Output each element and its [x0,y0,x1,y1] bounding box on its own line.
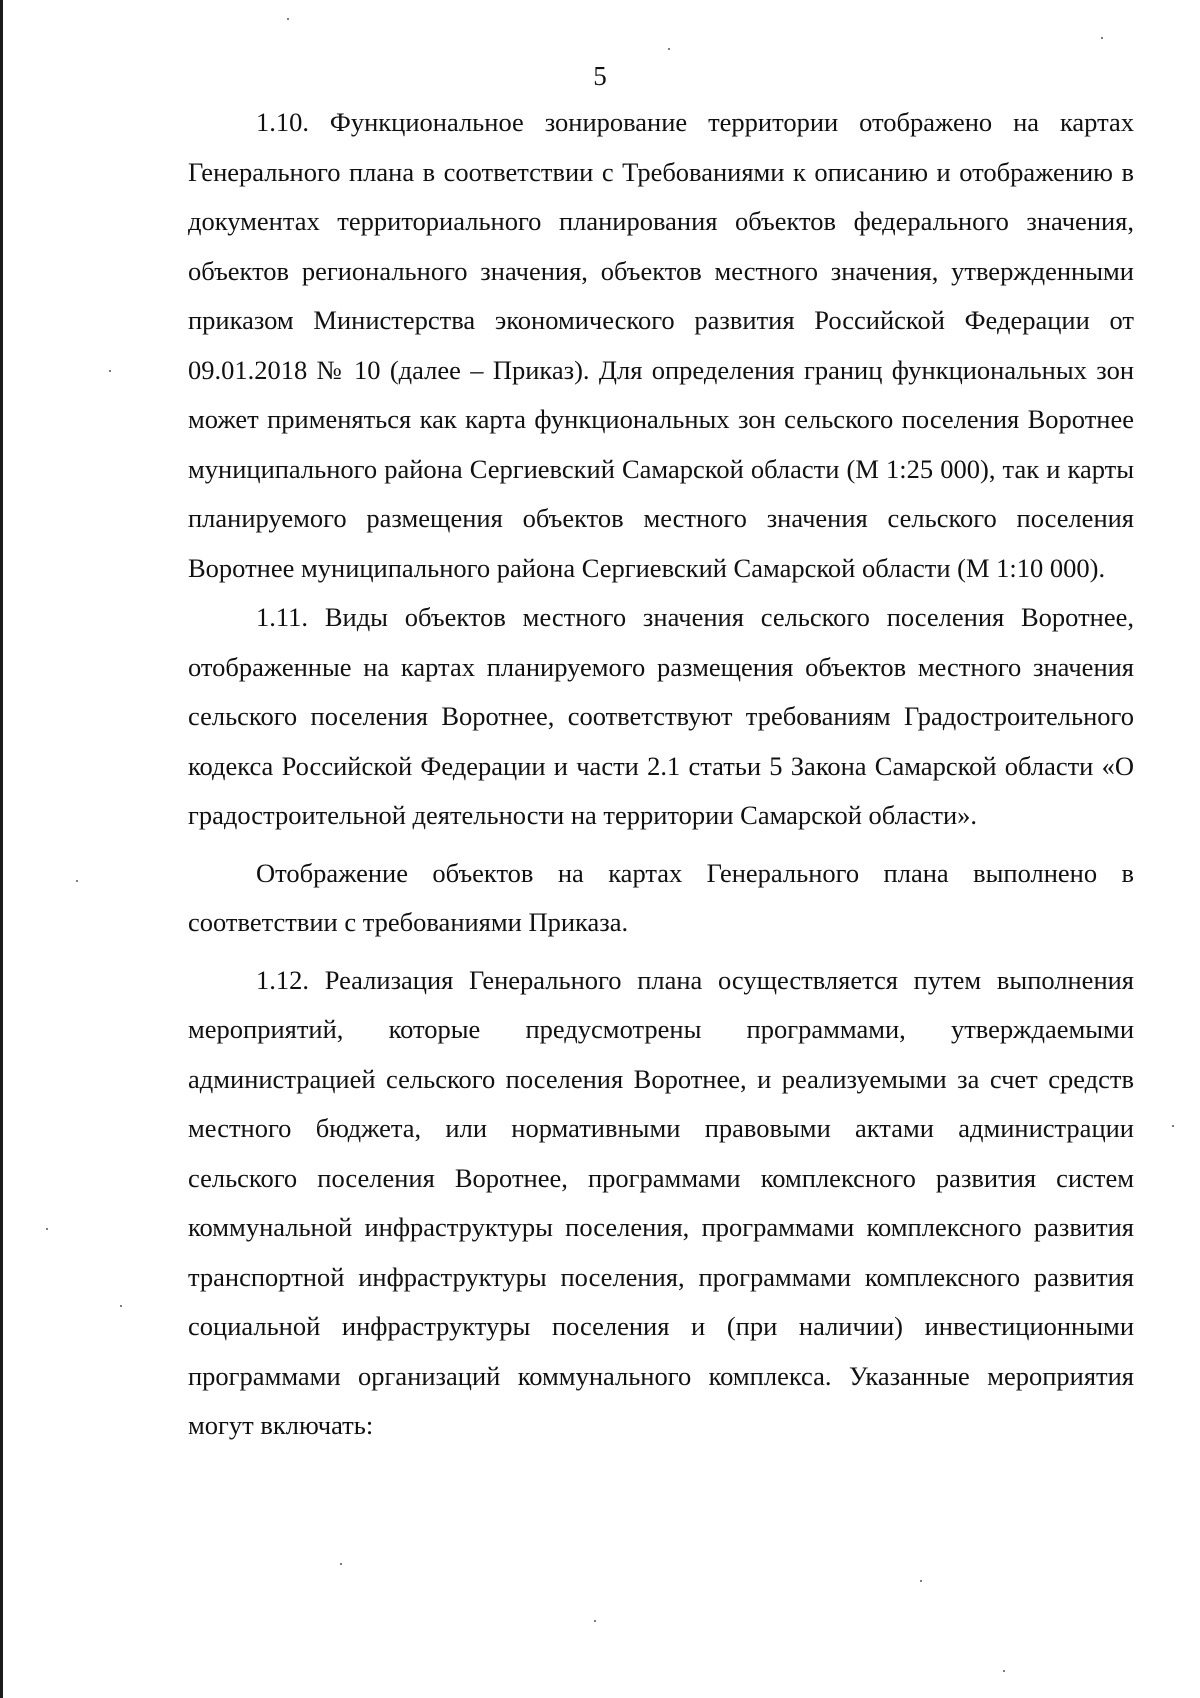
page-number: 5 [593,61,607,91]
scan-speck [46,1228,48,1230]
scan-speck [1101,37,1103,39]
scan-speck [594,1620,596,1622]
scan-speck [668,48,670,50]
scan-left-edge [0,0,3,1698]
scan-speck [1003,1670,1005,1672]
scan-speck [287,18,289,20]
paragraph-1-12: 1.12. Реализация Генерального плана осуществляется путем выполнения мероприятий, которые предусмотрены программами, утверждаемыми администрацией сельского поселения Воротнее, и реализуемыми за счет средств местного бюджета, или нормативными правовыми актами администрации сельского поселения Воротнее, программами комплексного развития систем коммунальной инфраструктуры поселения, программами комплексного развития транспортной инфраструктуры поселения, программами комплексного развития социальной инфраструктуры поселения и (при наличии) инвестиционными программами организаций коммунального комплекса. Указанные мероприятия могут включать: [188,964,1134,1440]
scan-speck [1172,1125,1174,1127]
scan-speck [340,1563,342,1565]
document-body [188,98,1134,1451]
paragraph-1-11: 1.11. Виды объектов местного значения сельского поселения Воротнее, отображенные на картах планируемого размещения объектов местного значения сельского поселения Воротнее, соответствуют требованиям Градостроительного кодекса Российской Федерации и части 2.1 статьи 5 Закона Самарской области «О градостроительной деятельности на территории Самарской области». [188,602,1134,830]
paragraph-display-objects: Отображение объектов на картах Генерального плана выполнено в соответствии с требованиями Приказа. [188,857,1134,937]
scan-speck [120,1305,122,1307]
scan-speck [109,370,111,372]
scan-speck [76,880,78,882]
paragraph-1-10: 1.10. Функциональное зонирование территории отображено на картах Генерального плана в соответствии с Требованиями к описанию и отображению в документах территориального планирования объектов федерального значения, объектов регионального значения, объектов местного значения, утвержденными приказом Министерства экономического развития Российской Федерации от 09.01.2018 № 10 (далее – Приказ). Для определения границ функциональных зон может применяться как карта функциональных зон сельского поселения Воротнее муниципального района Сергиевский Самарской области (М 1:25 000), так и карты планируемого размещения объектов местного значения сельского поселения Воротнее муниципального района Сергиевский Самарской области (М 1:10 000). [188,107,1134,583]
scan-speck [920,1580,922,1582]
